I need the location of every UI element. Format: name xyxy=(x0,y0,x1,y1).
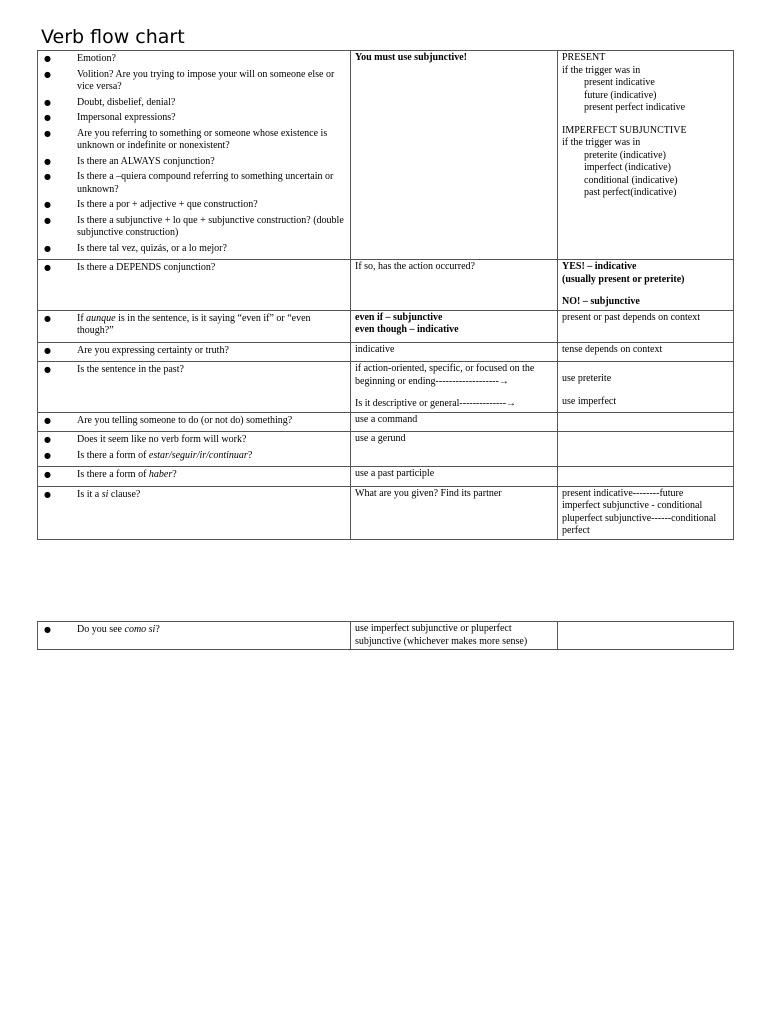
questions-cell xyxy=(38,51,351,260)
question-item: ● Are you expressing certainty or truth? xyxy=(42,345,346,358)
question-item: ● Is there a DEPENDS conjunction? xyxy=(42,262,346,275)
question-item: ● Is there tal vez, quizás, or a lo mejor? xyxy=(42,243,346,256)
answer-cell: indicative xyxy=(351,342,558,362)
table-row xyxy=(38,342,734,362)
tense-line: use preterite xyxy=(562,373,612,384)
tense-cell xyxy=(558,51,734,260)
spanish-term: haber xyxy=(148,469,173,480)
table-row xyxy=(38,51,734,260)
answer-cell: What are you given? Find its partner xyxy=(351,486,558,539)
question-item: ● Is there a por + adjective + que construction? xyxy=(42,199,346,212)
imperfect-heading: IMPERFECT SUBJUNCTIVE xyxy=(562,124,687,136)
question-item: ● Is there a form of estar/seguir/ir/continuar? xyxy=(42,450,346,463)
question-item: ● Are you referring to something or someone whose existence is unknown or indefinite or nonexistent? xyxy=(42,128,346,153)
tense-cell xyxy=(558,486,734,539)
question-item: ● Volition? Are you trying to impose your will on someone else or vice versa? xyxy=(42,69,346,94)
answer-text: You must use subjunctive! xyxy=(355,52,467,63)
spanish-term: si xyxy=(101,488,109,500)
table-row xyxy=(38,412,734,432)
imperfect-condition: if the trigger was in xyxy=(562,137,641,148)
table-row xyxy=(38,260,734,311)
verb-flow-table xyxy=(37,50,734,540)
questions-cell xyxy=(38,622,351,650)
question-item: ● Are you telling someone to do (or not do) something? xyxy=(42,415,346,428)
answer-line: Is it descriptive or general--------------→ xyxy=(355,398,517,409)
question-item: ● Impersonal expressions? xyxy=(42,112,346,125)
table-row xyxy=(38,467,734,487)
tense-line: use imperfect xyxy=(562,395,617,407)
yes-answer: YES! – indicative xyxy=(562,261,637,272)
como-si-table xyxy=(37,621,734,650)
tense-item: imperfect (indicative) xyxy=(584,162,671,173)
answer-cell xyxy=(351,310,558,342)
table-row xyxy=(38,362,734,413)
tense-item: present indicative xyxy=(584,77,655,88)
answer-cell: use imperfect subjunctive or pluperfect subjunctive (whichever makes more sense) xyxy=(351,622,558,650)
table-row xyxy=(38,622,734,650)
question-item: ● Is there a form of haber? xyxy=(42,469,346,482)
tense-item: preterite (indicative) xyxy=(584,149,666,161)
spanish-term: aunque xyxy=(86,312,116,324)
questions-cell xyxy=(38,412,351,432)
question-item: ● Do you see como si? xyxy=(42,624,346,637)
question-item: ● Does it seem like no verb form will work? xyxy=(42,434,346,447)
questions-cell xyxy=(38,467,351,487)
yes-note: (usually present or preterite) xyxy=(562,273,685,285)
questions-cell xyxy=(38,486,351,539)
question-item: ● If aunque is in the sentence, is it saying “even if” or “even though?” xyxy=(42,313,346,338)
questions-cell xyxy=(38,342,351,362)
questions-cell xyxy=(38,310,351,342)
answer-line: even though – indicative xyxy=(355,324,459,335)
tense-line: pluperfect subjunctive------conditional perfect xyxy=(562,512,717,536)
present-items xyxy=(562,77,729,115)
questions-cell xyxy=(38,362,351,413)
answer-cell: use a gerund xyxy=(351,432,558,467)
answer-cell xyxy=(351,362,558,413)
question-item: ● Emotion? xyxy=(42,53,346,66)
table-row xyxy=(38,432,734,467)
page-title: Verb flow chart xyxy=(41,26,185,48)
present-condition: if the trigger was in xyxy=(562,64,641,76)
imperfect-items xyxy=(562,150,729,200)
spanish-term: como si xyxy=(124,624,156,635)
tense-cell xyxy=(558,412,734,432)
question-item: ● Is there an ALWAYS conjunction? xyxy=(42,156,346,169)
tense-line: imperfect subjunctive - conditional xyxy=(562,500,703,511)
tense-cell xyxy=(558,622,734,650)
table-row xyxy=(38,486,734,539)
tense-cell xyxy=(558,260,734,311)
questions-cell xyxy=(38,432,351,467)
question-list xyxy=(42,53,346,255)
spanish-term: estar/seguir/ir/continuar xyxy=(148,449,248,461)
question-item: ● Is it a si clause? xyxy=(42,489,346,502)
tense-line: present indicative--------future xyxy=(562,487,684,499)
no-answer: NO! – subjunctive xyxy=(562,296,640,307)
answer-line: if action-oriented, specific, or focused on the beginning or ending-------------------→ xyxy=(355,363,535,387)
tense-item: future (indicative) xyxy=(584,89,657,101)
table-row xyxy=(38,310,734,342)
tense-item: present perfect indicative xyxy=(584,102,686,113)
present-heading: PRESENT xyxy=(562,52,606,63)
questions-cell xyxy=(38,260,351,311)
answer-cell: use a command xyxy=(351,412,558,432)
question-item: ● Is the sentence in the past? xyxy=(42,364,346,377)
tense-cell xyxy=(558,362,734,413)
question-item: ● Doubt, disbelief, denial? xyxy=(42,97,346,110)
tense-cell xyxy=(558,432,734,467)
tense-item: conditional (indicative) xyxy=(584,174,678,186)
answer-cell: If so, has the action occurred? xyxy=(351,260,558,311)
tense-cell: present or past depends on context xyxy=(558,310,734,342)
answer-cell xyxy=(351,51,558,260)
answer-cell: use a past participle xyxy=(351,467,558,487)
answer-line: even if – subjunctive xyxy=(355,311,443,323)
tense-item: past perfect(indicative) xyxy=(584,187,677,198)
tense-cell xyxy=(558,467,734,487)
question-item: ● Is there a subjunctive + lo que + subjunctive construction? (double subjunctive construction) xyxy=(42,215,346,240)
tense-cell: tense depends on context xyxy=(558,342,734,362)
question-item: ● Is there a –quiera compound referring to something uncertain or unknown? xyxy=(42,171,346,196)
